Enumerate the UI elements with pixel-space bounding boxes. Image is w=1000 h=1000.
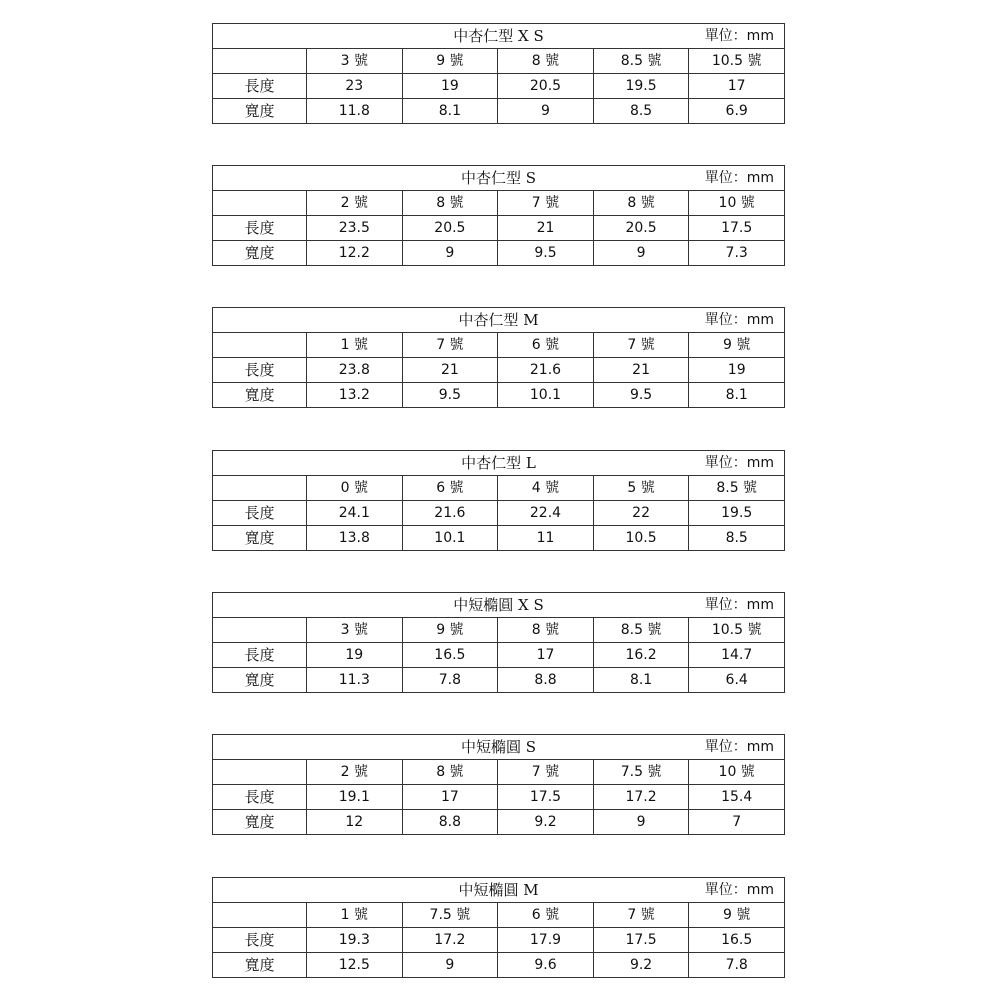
size-header-row bbox=[213, 618, 785, 643]
length-row-label: 長度 bbox=[213, 358, 307, 383]
unit-label: 單位：mm bbox=[704, 597, 774, 613]
length-row bbox=[213, 501, 785, 526]
corner-cell bbox=[213, 476, 307, 501]
table-title-row bbox=[213, 451, 785, 476]
corner-cell bbox=[213, 333, 307, 358]
table-title-row bbox=[213, 735, 785, 760]
width-value-cell: 11.8 bbox=[307, 99, 403, 124]
length-value-cell: 16.5 bbox=[689, 928, 785, 953]
width-value-cell: 11 bbox=[498, 526, 594, 551]
corner-cell bbox=[213, 191, 307, 216]
unit-label: 單位：mm bbox=[704, 28, 774, 44]
size-table bbox=[212, 592, 785, 693]
width-row-label: 寬度 bbox=[213, 668, 307, 693]
size-table bbox=[212, 450, 785, 551]
size-header-cell: 4 號 bbox=[498, 476, 594, 501]
table-title-cell bbox=[213, 24, 785, 49]
length-value-cell: 22 bbox=[593, 501, 689, 526]
size-header-cell: 1 號 bbox=[307, 903, 403, 928]
width-row bbox=[213, 241, 785, 266]
length-row-label: 長度 bbox=[213, 74, 307, 99]
size-table bbox=[212, 734, 785, 835]
length-value-cell: 19.5 bbox=[593, 74, 689, 99]
corner-cell bbox=[213, 618, 307, 643]
width-row-label: 寬度 bbox=[213, 953, 307, 978]
size-header-cell: 7 號 bbox=[498, 760, 594, 785]
length-value-cell: 17.5 bbox=[689, 216, 785, 241]
width-row bbox=[213, 383, 785, 408]
table-title: 中杏仁型 L bbox=[461, 454, 536, 472]
width-value-cell: 6.9 bbox=[689, 99, 785, 124]
size-header-cell: 7 號 bbox=[402, 333, 498, 358]
width-value-cell: 9 bbox=[593, 810, 689, 835]
table-title-cell bbox=[213, 308, 785, 333]
length-row bbox=[213, 643, 785, 668]
size-header-cell: 2 號 bbox=[307, 760, 403, 785]
width-value-cell: 9 bbox=[402, 241, 498, 266]
width-row bbox=[213, 810, 785, 835]
width-value-cell: 8.8 bbox=[498, 668, 594, 693]
width-value-cell: 12.5 bbox=[307, 953, 403, 978]
length-value-cell: 19 bbox=[307, 643, 403, 668]
width-value-cell: 8.1 bbox=[689, 383, 785, 408]
width-row-label: 寬度 bbox=[213, 383, 307, 408]
width-row bbox=[213, 668, 785, 693]
size-header-cell: 8 號 bbox=[498, 618, 594, 643]
size-header-cell: 7.5 號 bbox=[402, 903, 498, 928]
length-value-cell: 23 bbox=[307, 74, 403, 99]
width-value-cell: 13.2 bbox=[307, 383, 403, 408]
size-header-cell: 5 號 bbox=[593, 476, 689, 501]
width-value-cell: 9.6 bbox=[498, 953, 594, 978]
width-value-cell: 10.1 bbox=[498, 383, 594, 408]
table-title: 中杏仁型 M bbox=[458, 311, 539, 329]
size-header-cell: 10.5 號 bbox=[689, 618, 785, 643]
width-value-cell: 7.8 bbox=[402, 668, 498, 693]
size-header-cell: 10 號 bbox=[689, 760, 785, 785]
width-row bbox=[213, 99, 785, 124]
width-value-cell: 7.3 bbox=[689, 241, 785, 266]
size-table bbox=[212, 877, 785, 978]
width-value-cell: 7 bbox=[689, 810, 785, 835]
width-value-cell: 11.3 bbox=[307, 668, 403, 693]
length-value-cell: 19 bbox=[402, 74, 498, 99]
length-row-label: 長度 bbox=[213, 785, 307, 810]
size-header-cell: 9 號 bbox=[689, 333, 785, 358]
size-table bbox=[212, 165, 785, 266]
width-value-cell: 8.5 bbox=[593, 99, 689, 124]
size-header-cell: 9 號 bbox=[402, 618, 498, 643]
length-row-label: 長度 bbox=[213, 216, 307, 241]
length-value-cell: 22.4 bbox=[498, 501, 594, 526]
length-row bbox=[213, 358, 785, 383]
width-value-cell: 8.8 bbox=[402, 810, 498, 835]
size-header-row bbox=[213, 760, 785, 785]
size-header-cell: 8.5 號 bbox=[593, 618, 689, 643]
size-header-cell: 8 號 bbox=[402, 191, 498, 216]
size-header-row bbox=[213, 49, 785, 74]
size-header-row bbox=[213, 903, 785, 928]
length-row bbox=[213, 928, 785, 953]
size-header-cell: 6 號 bbox=[498, 903, 594, 928]
length-value-cell: 21.6 bbox=[498, 358, 594, 383]
length-value-cell: 17.9 bbox=[498, 928, 594, 953]
table-title-cell bbox=[213, 593, 785, 618]
size-header-cell: 9 號 bbox=[689, 903, 785, 928]
length-value-cell: 21.6 bbox=[402, 501, 498, 526]
unit-label: 單位：mm bbox=[704, 882, 775, 898]
table-title: 中短橢圓 S bbox=[460, 738, 537, 756]
size-header-cell: 3 號 bbox=[307, 618, 403, 643]
corner-cell bbox=[213, 760, 307, 785]
size-header-cell: 7 號 bbox=[593, 333, 689, 358]
corner-cell bbox=[213, 49, 307, 74]
length-value-cell: 17.2 bbox=[402, 928, 498, 953]
width-value-cell: 8.1 bbox=[593, 668, 689, 693]
length-value-cell: 17.5 bbox=[498, 785, 594, 810]
table-title-cell bbox=[213, 451, 785, 476]
size-header-cell: 3 號 bbox=[307, 49, 403, 74]
length-value-cell: 19.5 bbox=[689, 501, 785, 526]
size-header-cell: 10 號 bbox=[689, 191, 785, 216]
width-row bbox=[213, 953, 785, 978]
length-value-cell: 20.5 bbox=[593, 216, 689, 241]
length-value-cell: 24.1 bbox=[307, 501, 403, 526]
table-title-cell bbox=[213, 735, 785, 760]
width-row-label: 寬度 bbox=[213, 99, 307, 124]
table-title-cell bbox=[213, 166, 785, 191]
length-value-cell: 19.3 bbox=[307, 928, 403, 953]
length-value-cell: 23.5 bbox=[307, 216, 403, 241]
width-value-cell: 9.5 bbox=[402, 383, 498, 408]
size-header-cell: 7 號 bbox=[498, 191, 594, 216]
width-value-cell: 9.2 bbox=[498, 810, 594, 835]
width-value-cell: 6.4 bbox=[689, 668, 785, 693]
width-value-cell: 9.5 bbox=[498, 241, 594, 266]
size-header-cell: 0 號 bbox=[307, 476, 403, 501]
size-header-cell: 7 號 bbox=[593, 903, 689, 928]
unit-label: 單位：mm bbox=[704, 739, 774, 755]
size-table bbox=[212, 23, 785, 124]
length-value-cell: 15.4 bbox=[689, 785, 785, 810]
size-header-cell: 8 號 bbox=[593, 191, 689, 216]
size-header-cell: 7.5 號 bbox=[593, 760, 689, 785]
table-title: 中杏仁型 S bbox=[460, 169, 537, 187]
width-row-label: 寬度 bbox=[213, 526, 307, 551]
length-value-cell: 17 bbox=[498, 643, 594, 668]
length-value-cell: 14.7 bbox=[689, 643, 785, 668]
size-header-cell: 6 號 bbox=[402, 476, 498, 501]
width-value-cell: 9.5 bbox=[593, 383, 689, 408]
table-title-row bbox=[213, 308, 785, 333]
width-value-cell: 8.1 bbox=[402, 99, 498, 124]
size-header-cell: 8 號 bbox=[402, 760, 498, 785]
width-value-cell: 8.5 bbox=[689, 526, 785, 551]
width-value-cell: 9 bbox=[402, 953, 498, 978]
size-header-row bbox=[213, 191, 785, 216]
width-value-cell: 12 bbox=[307, 810, 403, 835]
size-header-cell: 8.5 號 bbox=[593, 49, 689, 74]
width-value-cell: 9.2 bbox=[593, 953, 689, 978]
width-value-cell: 12.2 bbox=[307, 241, 403, 266]
length-value-cell: 21 bbox=[593, 358, 689, 383]
length-row-label: 長度 bbox=[213, 928, 307, 953]
size-header-cell: 10.5 號 bbox=[689, 49, 785, 74]
size-header-row bbox=[213, 333, 785, 358]
length-row bbox=[213, 785, 785, 810]
width-value-cell: 9 bbox=[593, 241, 689, 266]
length-value-cell: 16.2 bbox=[593, 643, 689, 668]
table-title-row bbox=[213, 24, 785, 49]
size-header-cell: 9 號 bbox=[402, 49, 498, 74]
width-value-cell: 10.5 bbox=[593, 526, 689, 551]
length-value-cell: 21 bbox=[402, 358, 498, 383]
width-row-label: 寬度 bbox=[213, 241, 307, 266]
unit-label: 單位：mm bbox=[704, 170, 774, 186]
size-header-cell: 1 號 bbox=[307, 333, 403, 358]
width-row bbox=[213, 526, 785, 551]
width-value-cell: 7.8 bbox=[689, 953, 785, 978]
length-value-cell: 20.5 bbox=[402, 216, 498, 241]
unit-label: 單位：mm bbox=[704, 312, 775, 328]
table-title: 中杏仁型 X S bbox=[453, 27, 544, 45]
corner-cell bbox=[213, 903, 307, 928]
table-title-row bbox=[213, 166, 785, 191]
table-title-cell bbox=[213, 878, 785, 903]
table-title-row bbox=[213, 878, 785, 903]
width-value-cell: 9 bbox=[498, 99, 594, 124]
length-value-cell: 17 bbox=[402, 785, 498, 810]
width-value-cell: 10.1 bbox=[402, 526, 498, 551]
size-header-cell: 2 號 bbox=[307, 191, 403, 216]
length-row bbox=[213, 216, 785, 241]
length-value-cell: 23.8 bbox=[307, 358, 403, 383]
length-value-cell: 21 bbox=[498, 216, 594, 241]
length-value-cell: 17.2 bbox=[593, 785, 689, 810]
width-row-label: 寬度 bbox=[213, 810, 307, 835]
size-table bbox=[212, 307, 785, 408]
length-value-cell: 17 bbox=[689, 74, 785, 99]
length-row bbox=[213, 74, 785, 99]
length-row-label: 長度 bbox=[213, 643, 307, 668]
length-value-cell: 20.5 bbox=[498, 74, 594, 99]
length-value-cell: 16.5 bbox=[402, 643, 498, 668]
length-value-cell: 17.5 bbox=[593, 928, 689, 953]
length-value-cell: 19 bbox=[689, 358, 785, 383]
length-row-label: 長度 bbox=[213, 501, 307, 526]
size-header-cell: 8 號 bbox=[498, 49, 594, 74]
table-title: 中短橢圓 M bbox=[458, 881, 539, 899]
unit-label: 單位：mm bbox=[704, 455, 775, 471]
width-value-cell: 13.8 bbox=[307, 526, 403, 551]
length-value-cell: 19.1 bbox=[307, 785, 403, 810]
size-header-cell: 8.5 號 bbox=[689, 476, 785, 501]
table-title: 中短橢圓 X S bbox=[453, 596, 544, 614]
size-header-cell: 6 號 bbox=[498, 333, 594, 358]
size-header-row bbox=[213, 476, 785, 501]
table-title-row bbox=[213, 593, 785, 618]
